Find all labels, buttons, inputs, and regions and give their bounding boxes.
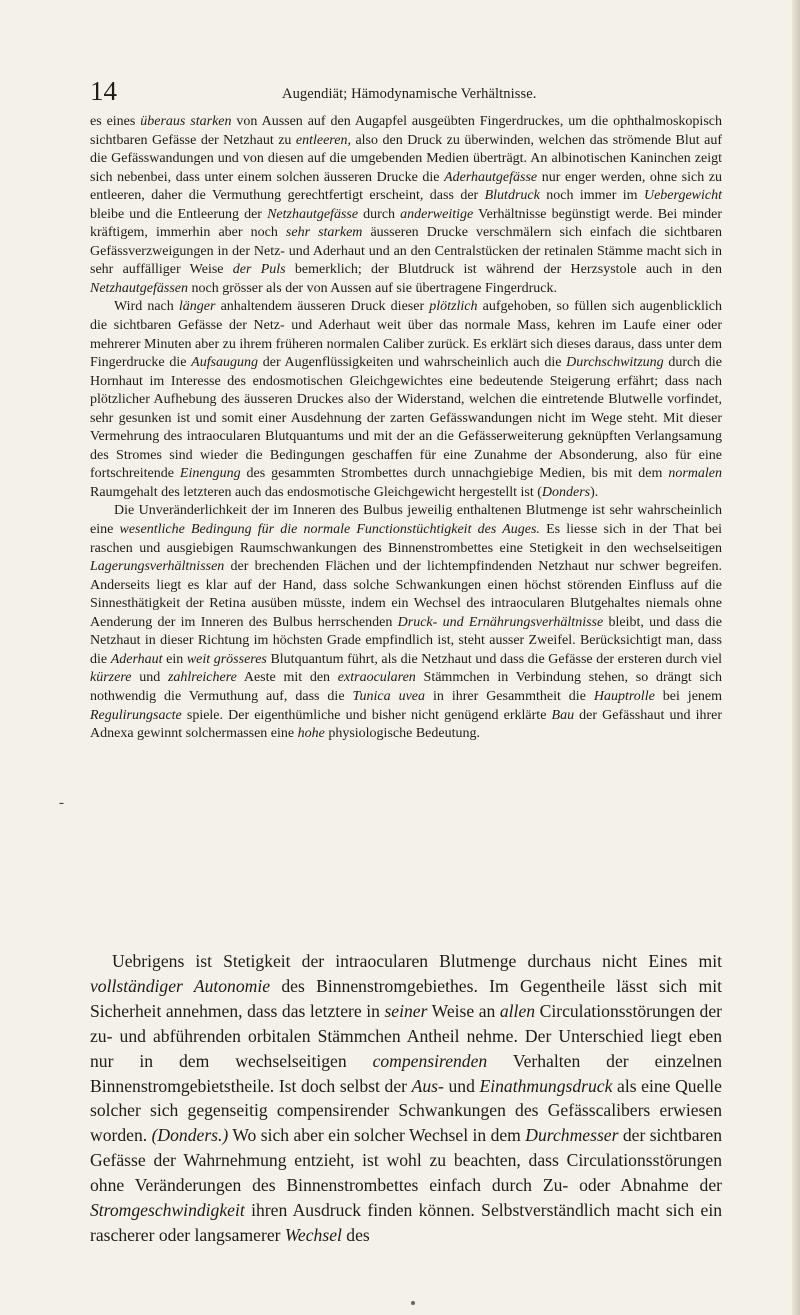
italic-segment: überaus starken (140, 114, 232, 129)
italic-segment: der Puls (232, 262, 286, 278)
italic-segment: compensirenden (372, 1050, 488, 1071)
italic-segment: Netzhautgefässe (267, 206, 359, 222)
running-head: Augendiät; Hämodynamische Verhältnisse. (282, 86, 537, 102)
text-segment: als eine Quelle solcher sich gegenseitig compensirender Schwankungen des Gefässcalibers erwiesen worden. (90, 1075, 722, 1146)
italic-segment: Regulirungsacte (90, 707, 182, 723)
italic-segment: wesentliche Bedingung für die normale Functionstüchtigkeit des Auges. (119, 522, 540, 538)
italic-segment: Stromgeschwindigkeit (90, 1200, 245, 1221)
italic-segment: Aderhaut (110, 651, 163, 667)
text-segment: physiologische Bedeutung. (324, 726, 480, 742)
text-segment: bemerklich; der Blutdruck ist während der Herzsystole auch in den (285, 262, 722, 278)
text-segment: durch (358, 206, 401, 222)
text-segment: bleibe und die Entleerung der (90, 206, 268, 222)
text-segment: der sichtbaren Gefässe der Wahrnehmung entzieht, ist wohl zu beachten, dass Circulationsstörungen ohne Veränderungen des Binnenstrombettes einfach durch Zu- oder Abnahme der (90, 1125, 723, 1196)
italic-segment: extraocularen (337, 670, 416, 686)
text-segment: spiele. Der eigenthümliche und bisher nicht genügend erklärte (181, 707, 552, 723)
margin-mark: - (59, 795, 64, 811)
italic-segment: (Donders.) (151, 1125, 229, 1146)
italic-segment: hohe (297, 726, 325, 742)
italic-segment: Bau (551, 707, 575, 723)
text-segment: ). (590, 484, 599, 500)
text-segment: des Binnenstromgebiethes. Im Gegentheile lässt sich mit Sicherheit annehmen, dass das letztere in (90, 975, 722, 1021)
italic-segment: Netzhautgefässen (90, 280, 188, 296)
italic-segment: Blutdruck (484, 188, 540, 204)
italic-segment: kürzere (90, 670, 132, 686)
text-segment: des gesammten Strombettes durch unnachgiebige Medien, bis mit dem (240, 466, 669, 482)
text-segment: von Aussen auf den Augapfel ausgeübten Fingerdruckes, um die ophthalmoskopisch sichtbaren Gefässe der Netzhaut zu (90, 114, 722, 148)
print-dot (411, 1301, 415, 1305)
text-segment: in ihrer Gesammtheit die (425, 688, 594, 704)
text-segment: Die Unveränderlichkeit der im Inneren des Bulbus jeweilig enthaltenen Blutmenge ist sehr wahrscheinlich eine (90, 503, 722, 538)
italic-segment: allen (499, 1000, 536, 1021)
text-segment: also den Druck zu überwinden, welchen das strömende Blut auf die Gefässwandungen und von diesen auf die umgebenden Medien überträgt. An albinotischen Kaninchen zeigt sich nebenbei, dass unter einem solchen äusseren Drucke die (90, 132, 722, 185)
italic-segment: Hauptrolle (593, 688, 655, 704)
italic-segment: Donders (541, 484, 591, 500)
text-segment: Raumgehalt des letzteren auch das endosmotische Gleichgewicht hergestellt ist ( (90, 484, 542, 500)
body-text-small (90, 113, 722, 744)
text-segment: Weise an (427, 1000, 500, 1021)
text-segment: und (443, 1075, 480, 1096)
text-segment: Verhältnisse begünstigt werde. Bei minder kräftigem, immerhin aber noch (90, 206, 722, 241)
text-segment: aufgehoben, so füllen sich augenblicklich die sichtbaren Gefässe der Netz- und Aderhaut weit über das normale Mass, kehren im Laufe einer oder mehrerer Minuten aber zu ihrem früheren normalen Caliber zurück. Es erklärt sich dieses daraus, dass unter dem Fingerdrucke die (90, 299, 723, 371)
paragraph-3 (90, 502, 722, 743)
italic-segment: Lagerungsverhältnissen (90, 559, 225, 575)
text-segment: noch immer im (539, 188, 644, 204)
italic-segment: Tunica uvea (352, 688, 426, 704)
italic-segment: länger (178, 299, 216, 315)
text-segment: Aeste mit den (236, 670, 338, 686)
text-segment: Uebrigens ist Stetigkeit der intraocularen Blutmenge durchaus nicht Eines mit (112, 951, 722, 971)
page-edge-shadow (792, 0, 800, 1315)
text-segment: Stämmchen in Verbindung stehen, so drängt sich nothwendig die Vermuthung auf, dass die (90, 670, 722, 704)
text-segment: bei jenem (654, 688, 723, 704)
italic-segment: Durchmesser (525, 1125, 619, 1146)
text-segment: der Gefässhaut und ihrer Adnexa gewinnt solchermassen eine (90, 707, 722, 742)
italic-segment: Aufsaugung (191, 355, 259, 371)
text-segment: Wird nach (114, 299, 179, 315)
italic-segment: anderweitige (400, 206, 474, 222)
text-segment: bleibt, und dass die Netzhaut in dieser Richtung im höchsten Grade empfindlich ist, steht ausser Zweifel. Berücksichtigt man, dass die (90, 614, 722, 667)
italic-segment: Aderhautgefässe (444, 169, 538, 185)
italic-segment: Aus- (411, 1075, 444, 1096)
text-segment: nur enger werden, ohne sich zu entleeren, daher die Vermuthung gerechtfertigt erscheint, dass der (90, 169, 723, 204)
text-segment: noch grösser als der von Aussen auf sie übertragene Fingerdruck. (188, 280, 557, 296)
text-segment: und (131, 670, 168, 686)
italic-segment: entleeren, (295, 132, 351, 148)
text-segment: es eines (90, 114, 141, 129)
body-text-large (90, 949, 722, 1248)
italic-segment: Einathmungsdruck (479, 1075, 613, 1096)
italic-segment: sehr starkem (285, 225, 363, 241)
paragraph-1 (90, 113, 722, 298)
text-segment: durch die Hornhaut im Interesse des endosmotischen Gleichgewichtes eine bedeutende Steigerung erfährt; dass nach plötzlicher Aufhebung des äusseren Druckes also der Widerstand, welchen die eintretende Blutwelle vorfindet, sehr gesunken ist und somit einer Ausdehnung der zarten Gefässwandungen nicht im Wege steht. Mit dieser Vermehrung des intraocularen Blutquantums und mit der an die Gefässerweiterung geknüpften Verlangsamung des Stromes sind wieder die Bedingungen geschaffen für eine Zunahme der Absonderung, also für eine fortschreitende (90, 355, 723, 482)
italic-segment: normalen (668, 466, 722, 482)
text-segment: Blutquantum führt, als die Netzhaut und dass die Gefässe der ersteren durch viel (266, 651, 722, 667)
paragraph-2 (90, 298, 722, 502)
text-segment: anhaltendem äusseren Druck dieser (215, 299, 430, 315)
italic-segment: Einengung (179, 466, 241, 482)
italic-segment: Druck- und Ernährungsverhältnisse (397, 614, 604, 630)
text-segment: Circulationsstörungen der zu- und abführenden orbitalen Stämmchen Antheil nehme. Der Unterschied liegt eben nur in dem wechselseitigen (90, 1000, 722, 1071)
italic-segment: Durchschwitzung (566, 355, 664, 371)
italic-segment: Wechsel (284, 1224, 342, 1245)
italic-segment: weit grösseres (186, 651, 267, 667)
italic-segment: seiner (384, 1000, 428, 1021)
text-segment: des (341, 1224, 370, 1245)
text-segment: Wo sich aber ein solcher Wechsel in dem (228, 1125, 526, 1146)
italic-segment: plötzlich (429, 299, 478, 315)
italic-segment: zahlreichere (167, 670, 237, 686)
text-segment: der brechenden Flächen und der lichtempfindenden Netzhaut nur schwer begreifen. Anderseits liegt es klar auf der Hand, dass solche Schwankungen einen höchst störenden Einfluss auf die Sinnesthätigkeit der Retina ausüben müsste, indem ein Wechsel des intraocularen Blutgehaltes niemals ohne Aenderung der im Inneren des Bulbus herrschenden (90, 559, 722, 630)
page-header (90, 76, 720, 108)
text-segment: äusseren Drucke verschmälern sich einfach die sichtbaren Gefässverzweigungen in der Netz- und Aderhaut und an den Centralstücken der retinalen Stämme macht sich in sehr auffälliger Weise (90, 225, 723, 278)
text-segment: ihren Ausdruck finden können. Selbstverständlich macht sich ein rascherer oder langsamerer (90, 1200, 722, 1245)
text-segment: Verhalten der einzelnen Binnenstromgebietstheile. Ist doch selbst der (90, 1050, 722, 1096)
text-segment: der Augenflüssigkeiten und wahrscheinlich auch die (258, 355, 567, 371)
text-segment: Es liesse sich in der That bei raschen und ausgiebigen Raumschwankungen des Binnenstrombettes eine Stetigkeit in den wechselseitigen (90, 522, 722, 556)
text-segment: ein (162, 651, 187, 667)
paragraph-4 (90, 949, 722, 1248)
page-number: 14 (90, 76, 117, 106)
italic-segment: vollständiger Autonomie (90, 975, 271, 996)
italic-segment: Uebergewicht (643, 188, 722, 204)
